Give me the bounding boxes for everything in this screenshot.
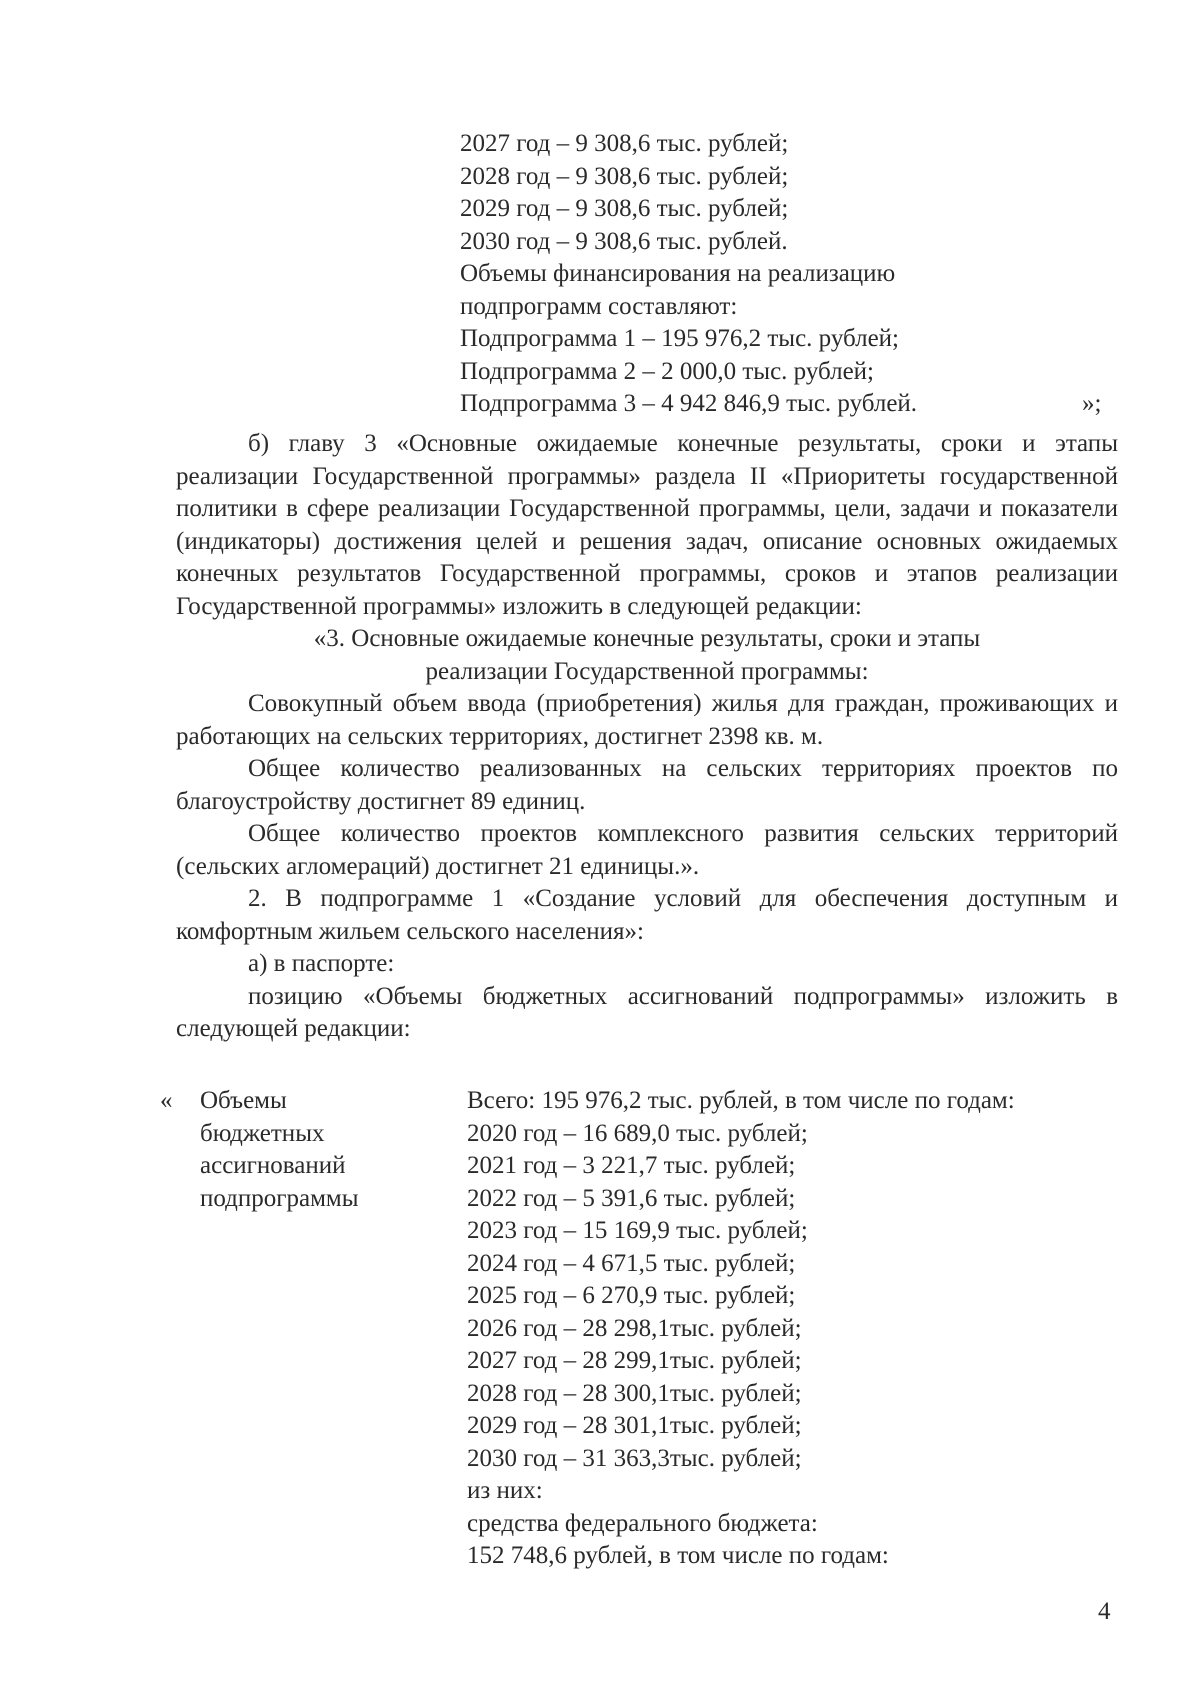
funding-line: 2029 год – 9 308,6 тыс. рублей; <box>460 195 789 222</box>
section-heading-line-1: «3. Основные ожидаемые конечные результаты, сроки и этапы <box>313 625 981 652</box>
passport-value-line: 2030 год – 31 363,3тыс. рублей; <box>467 1444 802 1472</box>
passport-value-line: 2025 год – 6 270,9 тыс. рублей; <box>467 1282 796 1309</box>
funding-line: Объемы финансирования на реализацию <box>460 260 896 287</box>
paragraph-position: позицию «Объемы бюджетных ассигнований подпрограммы» изложить в следующей редакции: <box>176 982 1118 1042</box>
opening-quote: « <box>160 1087 173 1114</box>
passport-value-line: 2024 год – 4 671,5 тыс. рублей; <box>467 1249 796 1277</box>
passport-value-line: 2029 год – 28 301,1тыс. рублей; <box>467 1412 802 1439</box>
passport-value-line: 2027 год – 28 299,1тыс. рублей; <box>467 1347 802 1374</box>
passport-label-column <box>200 1085 430 1215</box>
passport-value-line: 2026 год – 28 298,1тыс. рублей; <box>467 1314 802 1342</box>
funding-by-year-block <box>460 128 1140 421</box>
section-heading-line-2: реализации Государственной программы: <box>425 657 869 685</box>
paragraph-complex-development: Общее количество проектов комплексного развития сельских территорий (сельских агломераций) достигнет 21 единицы.». <box>176 820 1118 880</box>
passport-value-line: 2022 год – 5 391,6 тыс. рублей; <box>467 1184 796 1212</box>
paragraph-improvement: Общее количество реализованных на сельских территориях проектов по благоустройству достигнет 89 единиц. <box>176 755 1118 815</box>
funding-line: 2028 год – 9 308,6 тыс. рублей; <box>460 162 789 190</box>
page-number: 4 <box>1098 1598 1111 1625</box>
funding-line <box>460 388 1140 421</box>
funding-line: Подпрограмма 2 – 2 000,0 тыс. рублей; <box>460 357 875 385</box>
document-body <box>176 428 1118 1046</box>
passport-value-line: 2023 год – 15 169,9 тыс. рублей; <box>467 1217 808 1244</box>
passport-value-line: из них: <box>467 1477 543 1504</box>
passport-label-line: бюджетных <box>200 1119 325 1147</box>
passport-value-line: 152 748,6 рублей, в том числе по годам: <box>467 1542 889 1569</box>
passport-value-line: 2028 год – 28 300,1тыс. рублей; <box>467 1379 802 1407</box>
paragraph-chapter-3: б) главу 3 «Основные ожидаемые конечные результаты, сроки и этапы реализации Государственной программы» раздела II «Приоритеты государственной политики в сфере реализации Государственной программы, цели, задачи и показатели (индикаторы) достижения целей и решения задач, описание основных ожидаемых конечных результатов Государственной программы, сроков и этапов реализации Государственной программы» изложить в следующей редакции: <box>176 430 1118 620</box>
passport-label-line: ассигнований <box>200 1152 346 1179</box>
passport-label-line: Объемы <box>200 1087 287 1114</box>
paragraph-subprogram-1: 2. В подпрограмме 1 «Создание условий для обеспечения доступным и комфортным жильем сельского населения»: <box>176 885 1118 945</box>
funding-line: подпрограмм составляют: <box>460 292 738 320</box>
paragraph-housing: Совокупный объем ввода (приобретения) жилья для граждан, проживающих и работающих на сельских территориях, достигнет 2398 кв. м. <box>176 690 1118 750</box>
passport-value-line: Всего: 195 976,2 тыс. рублей, в том числе по годам: <box>467 1087 1015 1114</box>
passport-value-line: средства федерального бюджета: <box>467 1509 818 1537</box>
passport-value-line: 2020 год – 16 689,0 тыс. рублей; <box>467 1119 808 1147</box>
funding-line: 2027 год – 9 308,6 тыс. рублей; <box>460 130 789 157</box>
closing-quote: »; <box>1082 390 1102 417</box>
passport-value-line: 2021 год – 3 221,7 тыс. рублей; <box>467 1152 796 1179</box>
paragraph-passport: а) в паспорте: <box>248 950 395 977</box>
passport-label-line: подпрограммы <box>200 1184 359 1212</box>
passport-value-column <box>467 1085 1117 1573</box>
funding-line: 2030 год – 9 308,6 тыс. рублей. <box>460 227 788 255</box>
funding-line: Подпрограмма 1 – 195 976,2 тыс. рублей; <box>460 325 900 352</box>
funding-line-text: Подпрограмма 3 – 4 942 846,9 тыс. рублей. <box>460 390 918 417</box>
